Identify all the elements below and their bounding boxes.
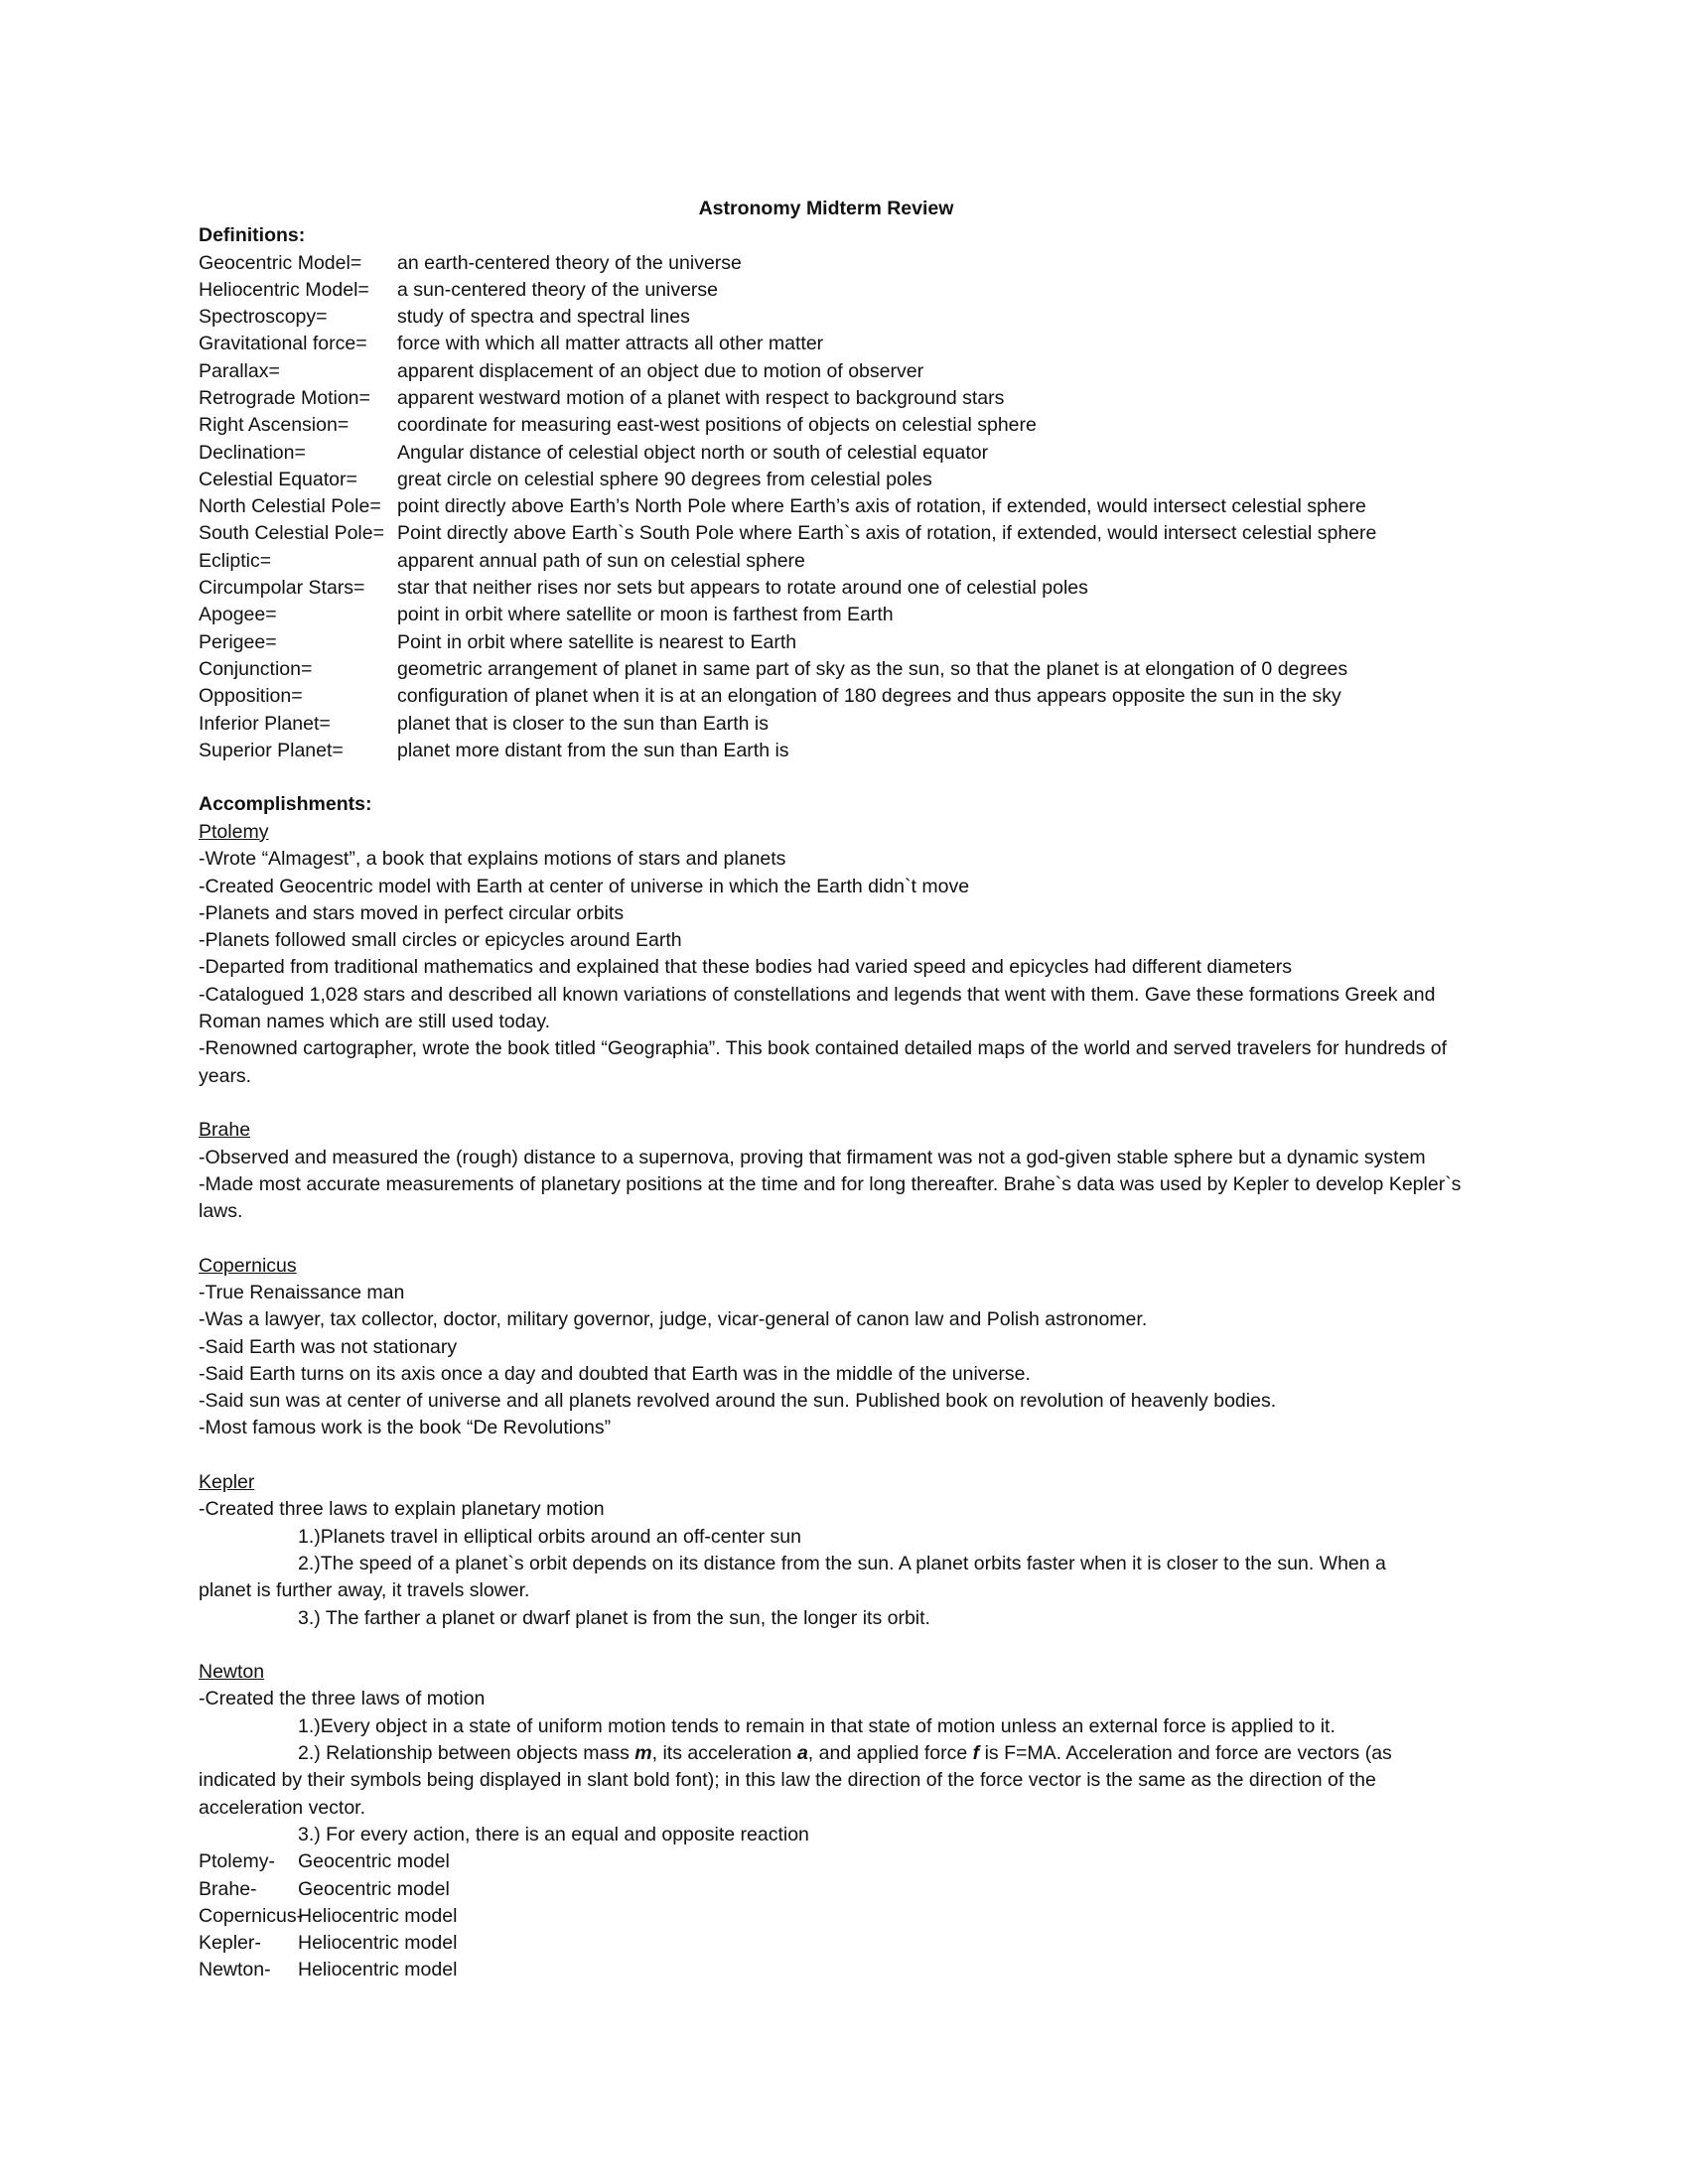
law-text: , and applied force <box>807 1742 973 1765</box>
definition-row <box>199 412 1489 439</box>
bullet-line: -Created Geocentric model with Earth at center of universe in which the Earth didn`t move <box>199 875 970 897</box>
document-title: Astronomy Midterm Review <box>698 198 954 219</box>
law-text: , its acceleration <box>651 1742 797 1765</box>
section-copernicus <box>199 1253 1489 1442</box>
definition-meaning: apparent displacement of an object due to motion of observer <box>397 359 924 382</box>
law-text: is F=MA. Acceleration and force are vectors (as <box>979 1742 1392 1765</box>
bullet-line: -Departed from traditional mathematics and explained that these bodies had varied speed and epicycles had different diameters <box>199 956 1292 979</box>
summary-name: Brahe- <box>199 1877 257 1900</box>
document-page <box>199 195 1489 1984</box>
definition-meaning: coordinate for measuring east-west positions of objects on celestial sphere <box>397 414 1037 437</box>
definition-term: Right Ascension= <box>199 414 350 437</box>
law-text: 1.)Planets travel in elliptical orbits around an off-center sun <box>298 1525 801 1548</box>
definition-row <box>199 575 1489 602</box>
law-continuation: acceleration vector. <box>199 1796 366 1819</box>
definition-meaning: planet that is closer to the sun than Earth is <box>397 712 769 735</box>
summary-model: Heliocentric model <box>298 1959 458 1981</box>
bullet-line: -Wrote “Almagest”, a book that explains motions of stars and planets <box>199 848 786 871</box>
symbol-mass: m <box>634 1742 652 1765</box>
summary-name: Ptolemy- <box>199 1850 275 1873</box>
definitions-heading: Definitions: <box>199 224 306 246</box>
section-kepler <box>199 1469 1489 1632</box>
definition-row <box>199 711 1489 738</box>
definition-term: Perigee= <box>199 630 277 653</box>
definition-row <box>199 277 1489 304</box>
definition-term: Geocentric Model= <box>199 251 362 274</box>
definition-term: Ecliptic= <box>199 549 272 572</box>
definition-meaning: configuration of planet when it is at an elongation of 180 degrees and thus appears opposite the sun in the sky <box>397 685 1341 708</box>
bullet-line: -Created the three laws of motion <box>199 1688 486 1710</box>
law-continuation: planet is further away, it travels slower. <box>199 1579 530 1602</box>
definition-meaning: great circle on celestial sphere 90 degrees from celestial poles <box>397 468 932 490</box>
bullet-line: -Said sun was at center of universe and all planets revolved around the sun. Published book on revolution of heavenly bodies. <box>199 1390 1277 1413</box>
definition-meaning: a sun-centered theory of the universe <box>397 278 719 301</box>
law-line <box>199 1605 1489 1632</box>
section-heading-ptolemy: Ptolemy <box>199 820 269 843</box>
definition-row <box>199 250 1489 277</box>
definition-term: Heliocentric Model= <box>199 278 369 301</box>
bullet-line: -Planets followed small circles or epicycles around Earth <box>199 929 682 952</box>
summary-row <box>199 1957 1489 1983</box>
summary-row <box>199 1848 1489 1875</box>
bullet-line: -Created three laws to explain planetary motion <box>199 1498 605 1521</box>
bullet-line: -Observed and measured the (rough) distance to a supernova, proving that firmament was not a god-given stable sphere but a dynamic system <box>199 1146 1426 1168</box>
law-continuation: indicated by their symbols being displayed in slant bold font); in this law the direction of the force vector is the same as the direction of the <box>199 1769 1376 1792</box>
bullet-line: -True Renaissance man <box>199 1281 405 1303</box>
accomplishments-heading: Accomplishments: <box>199 793 372 816</box>
definition-term: North Celestial Pole= <box>199 495 381 518</box>
summary-model: Geocentric model <box>298 1877 450 1900</box>
definition-meaning: geometric arrangement of planet in same part of sky as the sun, so that the planet is at elongation of 0 degrees <box>397 657 1348 680</box>
definition-row <box>199 738 1489 764</box>
definition-term: Retrograde Motion= <box>199 386 370 409</box>
definition-meaning: force with which all matter attracts all other matter <box>397 333 824 355</box>
law-text: 2.) Relationship between objects mass <box>298 1742 635 1765</box>
definition-term: Inferior Planet= <box>199 712 331 735</box>
definition-term: Conjunction= <box>199 657 313 680</box>
definition-meaning: star that neither rises nor sets but appears to rotate around one of celestial poles <box>397 577 1088 600</box>
section-heading-newton: Newton <box>199 1661 265 1684</box>
definition-meaning: Angular distance of celestial object north or south of celestial equator <box>397 441 989 464</box>
summary-model: Heliocentric model <box>298 1932 458 1955</box>
definition-meaning: Point in orbit where satellite is nearest to Earth <box>397 630 797 653</box>
definition-term: Spectroscopy= <box>199 306 328 329</box>
spacer <box>199 1442 1489 1469</box>
bullet-line: -Renowned cartographer, wrote the book titled “Geographia”. This book contained detailed maps of the world and served travelers for hundreds of years. <box>199 1037 1448 1087</box>
spacer <box>199 1225 1489 1252</box>
bullet-line: -Made most accurate measurements of planetary positions at the time and for long thereafter. Brahe`s data was used by Kepler to develop Kepler`s laws. <box>199 1172 1462 1223</box>
bullet-line: -Said Earth turns on its axis once a day and doubted that Earth was in the middle of the universe. <box>199 1362 1031 1385</box>
definition-meaning: study of spectra and spectral lines <box>397 306 690 329</box>
definition-row <box>199 520 1489 547</box>
summary-row <box>199 1903 1489 1930</box>
definition-term: Parallax= <box>199 359 280 382</box>
law-text: 1.)Every object in a state of uniform motion tends to remain in that state of motion unless an external force is applied to it. <box>298 1714 1336 1737</box>
summary-name: Copernicus- <box>199 1904 304 1927</box>
section-heading-copernicus: Copernicus <box>199 1254 297 1277</box>
spacer <box>199 1632 1489 1659</box>
definition-row <box>199 440 1489 467</box>
definition-meaning: Point directly above Earth`s South Pole where Earth`s axis of rotation, if extended, would intersect celestial sphere <box>397 522 1377 545</box>
section-brahe <box>199 1117 1489 1225</box>
symbol-force: f <box>972 1742 980 1765</box>
law-line <box>199 1551 1489 1577</box>
definition-meaning: an earth-centered theory of the universe <box>397 251 742 274</box>
definition-term: Superior Planet= <box>199 739 344 761</box>
definition-row <box>199 683 1489 710</box>
law-text: 3.) For every action, there is an equal and opposite reaction <box>298 1823 809 1845</box>
definition-row <box>199 331 1489 357</box>
bullet-line: -Most famous work is the book “De Revolutions” <box>199 1417 612 1439</box>
definition-row <box>199 548 1489 575</box>
definition-meaning: planet more distant from the sun than Earth is <box>397 739 789 761</box>
law-text: 3.) The farther a planet or dwarf planet is from the sun, the longer its orbit. <box>298 1606 930 1629</box>
definition-term: Circumpolar Stars= <box>199 577 365 600</box>
symbol-acceleration: a <box>796 1742 808 1765</box>
summary-model: Heliocentric model <box>298 1904 458 1927</box>
section-heading-brahe: Brahe <box>199 1119 251 1142</box>
bullet-line: -Was a lawyer, tax collector, doctor, military governor, judge, vicar-general of canon law and Polish astronomer. <box>199 1308 1148 1331</box>
summary-model: Geocentric model <box>298 1850 450 1873</box>
law-text: 2.)The speed of a planet`s orbit depends on its distance from the sun. A planet orbits faster when it is closer to the sun. When a <box>298 1552 1386 1574</box>
definition-term: Apogee= <box>199 604 277 626</box>
bullet-line: -Said Earth was not stationary <box>199 1335 458 1358</box>
summary-row <box>199 1876 1489 1903</box>
bullet-line: -Catalogued 1,028 stars and described all known variations of constellations and legends that went with them. Gave these formations Greek and Roman names which are still used today. <box>199 983 1436 1033</box>
definition-row <box>199 629 1489 656</box>
definition-term: Opposition= <box>199 685 303 708</box>
definition-row <box>199 358 1489 385</box>
spacer <box>199 1090 1489 1117</box>
spacer <box>199 764 1489 791</box>
model-summary <box>199 1848 1489 1983</box>
definition-term: Celestial Equator= <box>199 468 357 490</box>
definition-meaning: point directly above Earth’s North Pole where Earth’s axis of rotation, if extended, would intersect celestial sphere <box>397 495 1366 518</box>
section-heading-kepler: Kepler <box>199 1471 255 1494</box>
section-newton <box>199 1659 1489 1848</box>
definition-meaning: apparent annual path of sun on celestial sphere <box>397 549 805 572</box>
summary-name: Newton- <box>199 1959 271 1981</box>
law-line <box>199 1524 1489 1551</box>
bullet-line: -Planets and stars moved in perfect circular orbits <box>199 901 625 924</box>
definition-term: Declination= <box>199 441 306 464</box>
law-line <box>199 1822 1489 1848</box>
law-line <box>199 1740 1489 1767</box>
law-line <box>199 1713 1489 1740</box>
definition-meaning: point in orbit where satellite or moon is farthest from Earth <box>397 604 894 626</box>
summary-row <box>199 1930 1489 1957</box>
definition-row <box>199 385 1489 412</box>
definitions-list <box>199 250 1489 765</box>
summary-name: Kepler- <box>199 1932 261 1955</box>
definition-row <box>199 602 1489 628</box>
definition-row <box>199 467 1489 493</box>
definition-term: Gravitational force= <box>199 333 367 355</box>
definition-row <box>199 493 1489 520</box>
section-ptolemy <box>199 819 1489 1090</box>
definition-row <box>199 656 1489 683</box>
definition-term: South Celestial Pole= <box>199 522 384 545</box>
definition-meaning: apparent westward motion of a planet with respect to background stars <box>397 386 1005 409</box>
definition-row <box>199 304 1489 331</box>
